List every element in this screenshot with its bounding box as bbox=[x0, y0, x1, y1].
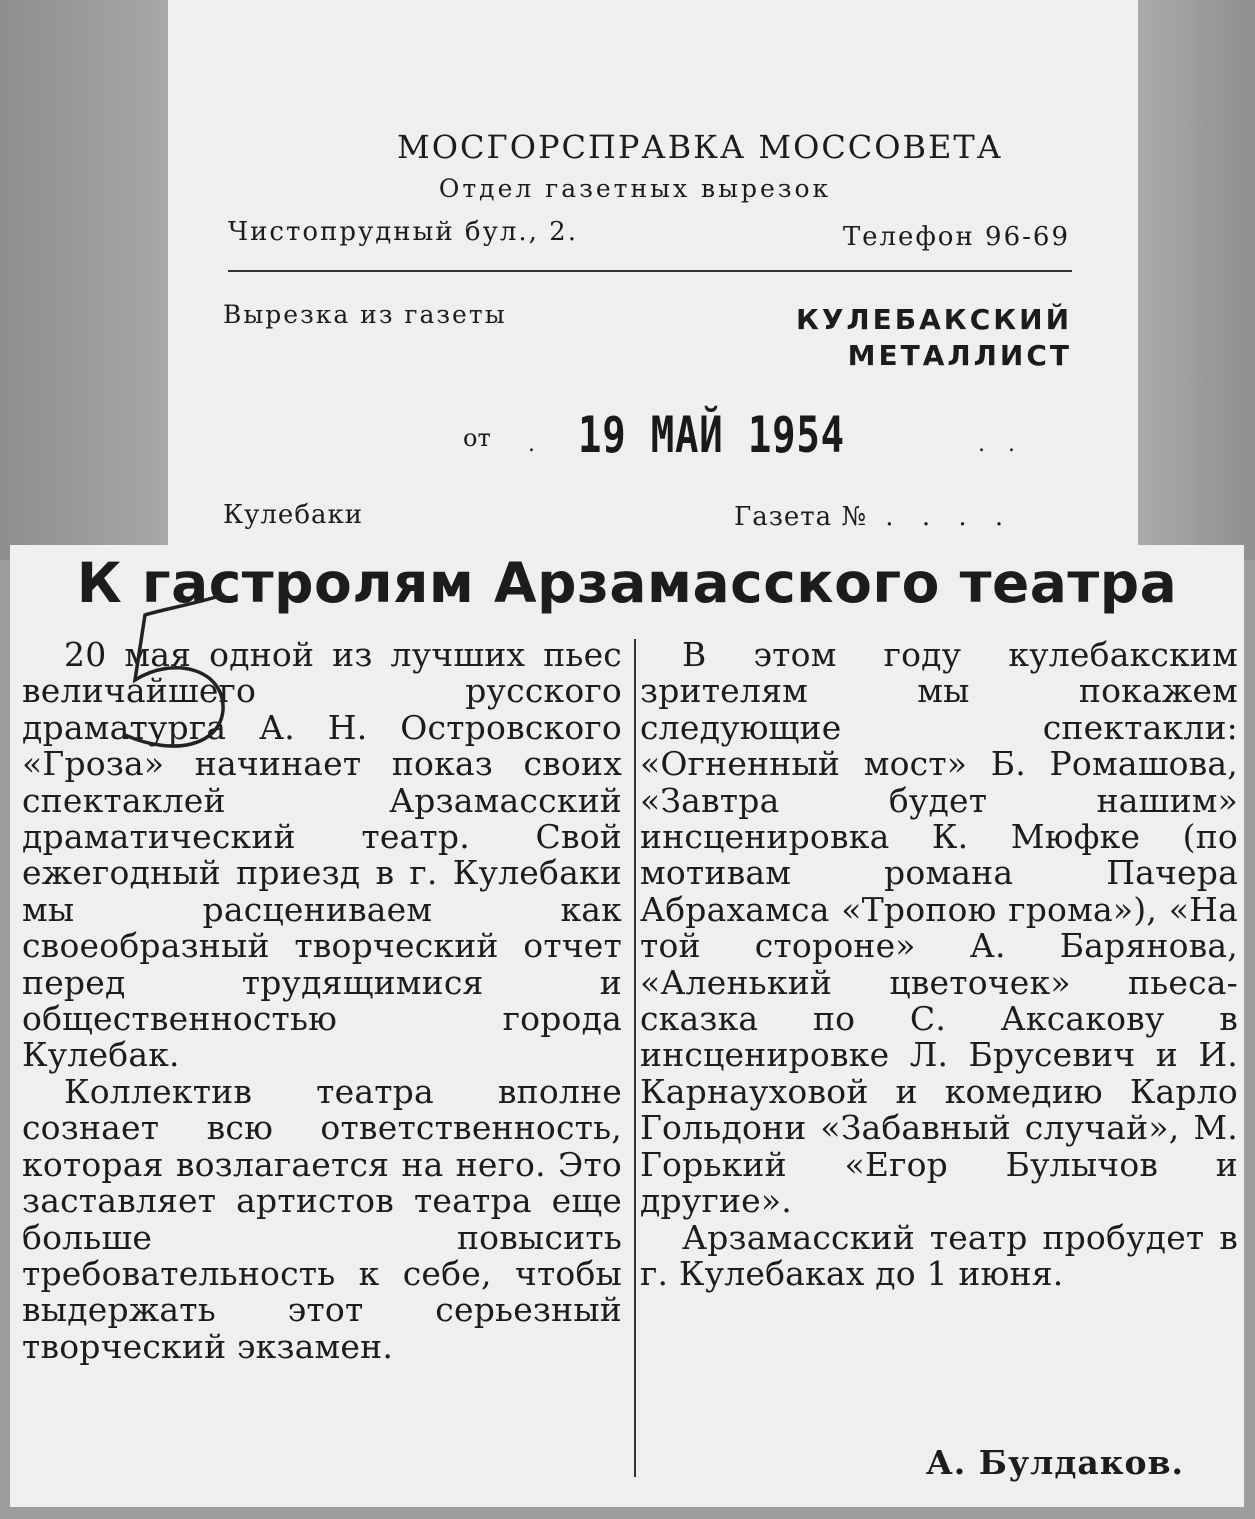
date-prefix: от bbox=[463, 424, 491, 452]
dotted-fill: . . . . bbox=[867, 502, 1014, 532]
newspaper-name-line1: КУЛЕБАКСКИЙ bbox=[795, 303, 1072, 336]
gazeta-label-text: Газета № bbox=[734, 502, 868, 532]
dotted-fill: . bbox=[528, 432, 543, 457]
article-paragraph: В этом году кулебакским зрителям мы покажем следующие спектакли: «Огненный мост» Б. Ромашова, «Завтра будет нашим» инсценировка К. Мюфке (по мотивам романа Пачера Абрахамса «Тропою грома»), «На той стороне» А. Барянова, «Аленький цветочек» пьеса-сказка по С. Аксакову в инсценировке Л. Брусевич и И. Карнауховой и комедию Карло Гольдони «Забавный случай», М. Горький «Егор Булычов и другие». bbox=[640, 635, 1238, 1221]
city-name: Кулебаки bbox=[223, 500, 364, 530]
newspaper-name-line2: МЕТАЛЛИСТ bbox=[847, 339, 1072, 372]
newspaper-clipping bbox=[10, 545, 1244, 1507]
clipping-service-form bbox=[168, 0, 1138, 560]
phone-number: Телефон 96-69 bbox=[842, 222, 1070, 252]
address: Чистопрудный бул., 2. bbox=[228, 217, 578, 247]
department-name: Отдел газетных вырезок bbox=[438, 174, 832, 203]
article-column-right bbox=[640, 637, 1238, 1292]
clipping-from-label: Вырезка из газеты bbox=[223, 300, 507, 329]
background-right bbox=[1137, 0, 1255, 560]
divider-rule bbox=[228, 270, 1072, 272]
handwritten-mark-icon bbox=[105, 585, 245, 760]
article-paragraph: 20 мая одной из лучших пьес величайшего русского драматурга А. Н. Островского «Гроза» начинает показ своих спектаклей Арзамасский драматический театр. Свой ежегодный приезд в г. Кулебаки мы расцениваем как своеобразный творческий отчет перед трудящимися и общественностью города Кулебак. bbox=[22, 635, 622, 1075]
column-divider bbox=[634, 639, 636, 1477]
article-headline: К гастролям Арзамасского театра bbox=[76, 551, 1178, 615]
article-paragraph: Коллектив театра вполне сознает всю ответственность, которая возлагается на него. Это заставляет артистов театра еще больше повысить требовательность к себе, чтобы выдержать этот серьезный творческий экзамен. bbox=[22, 1071, 622, 1366]
article-paragraph: Арзамасский театр пробудет в г. Кулебаках до 1 июня. bbox=[640, 1217, 1238, 1293]
organization-name: МОСГОРСПРАВКА МОССОВЕТА bbox=[397, 128, 1003, 166]
background-left bbox=[0, 0, 175, 560]
dotted-fill: . . bbox=[978, 432, 1023, 457]
date-stamp: 19 МАЙ 1954 bbox=[578, 406, 845, 464]
author-signature: А. Булдаков. bbox=[925, 1443, 1184, 1482]
newspaper-name bbox=[796, 302, 1072, 374]
gazeta-number-label bbox=[734, 502, 1013, 532]
